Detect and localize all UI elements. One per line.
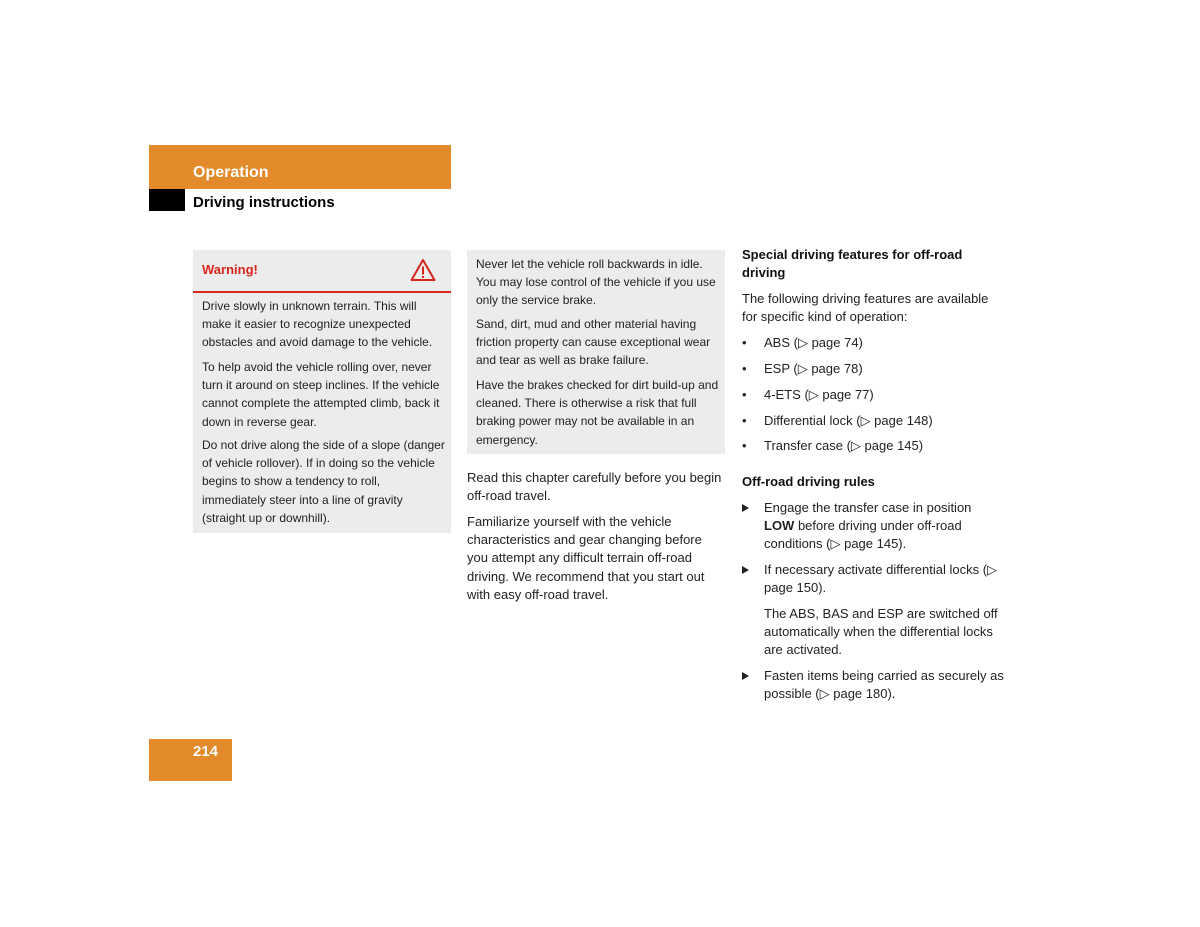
step-text: Engage the transfer case in position LOW before driving under off-road conditions (▷ page 145).	[764, 500, 972, 552]
section-heading: Off-road driving rules	[742, 474, 875, 489]
step-arrow-icon	[742, 672, 749, 680]
step-emphasis: LOW	[764, 518, 795, 534]
step-text: Fasten items being carried as securely as possible (▷ page 180).	[764, 668, 1004, 702]
step-arrow-icon	[742, 566, 749, 574]
warning-paragraph: Do not drive along the side of a slope (danger of vehicle rollover). If in doing so the vehicle begins to show a tendency to roll, immediately steer into a line of gravity (straight up or downhill).	[202, 438, 445, 525]
warning-label: Warning!	[202, 262, 258, 277]
list-item-text: 4-ETS (▷ page 77)	[764, 387, 874, 402]
bullet-icon: •	[742, 387, 747, 402]
page-number: 214	[193, 743, 219, 760]
subsection-title: Driving instructions	[193, 194, 335, 211]
warning-paragraph: Sand, dirt, mud and other material having friction property can cause exceptional wear and tear as well as brake failure.	[476, 317, 711, 368]
section-title: Operation	[193, 164, 269, 181]
list-item-text: ABS (▷ page 74)	[764, 335, 863, 350]
bullet-icon: •	[742, 413, 747, 428]
warning-paragraph: Have the brakes checked for dirt build-up and cleaned. There is otherwise a risk that full braking power may not be available in an emergency.	[476, 378, 719, 447]
step-note: The ABS, BAS and ESP are switched off automatically when the differential locks are activated.	[764, 606, 998, 658]
warning-paragraph: To help avoid the vehicle rolling over, never turn it around on steep inclines. If the vehicle cannot complete the attempted climb, back it down in reverse gear.	[202, 360, 440, 429]
body-paragraph: The following driving features are available for specific kind of operation:	[742, 291, 989, 325]
list-item-text: Differential lock (▷ page 148)	[764, 413, 933, 428]
subsection-marker	[149, 189, 185, 211]
step-arrow-icon	[742, 504, 749, 512]
body-paragraph: Read this chapter carefully before you begin off-road travel.	[467, 470, 722, 504]
list-item-text: ESP (▷ page 78)	[764, 361, 863, 376]
step-text: If necessary activate differential locks (▷ page 150).	[764, 562, 998, 596]
warning-paragraph: Drive slowly in unknown terrain. This will make it easier to recognize unexpected obstacles and avoid damage to the vehicle.	[202, 299, 433, 350]
page-number-tab	[149, 739, 232, 781]
body-paragraph: Familiarize yourself with the vehicle characteristics and gear changing before you attempt any difficult terrain off-road driving. We recommend that you start out with easy off-road travel.	[467, 514, 705, 602]
bullet-icon: •	[742, 361, 747, 376]
warning-paragraph: Never let the vehicle roll backwards in idle. You may lose control of the vehicle if you use only the service brake.	[476, 257, 716, 308]
bullet-icon: •	[742, 438, 747, 453]
list-item-text: Transfer case (▷ page 145)	[764, 438, 924, 453]
bullet-icon: •	[742, 335, 747, 350]
warning-triangle-icon	[410, 258, 436, 282]
section-heading: Special driving features for off-road driving	[742, 247, 963, 281]
